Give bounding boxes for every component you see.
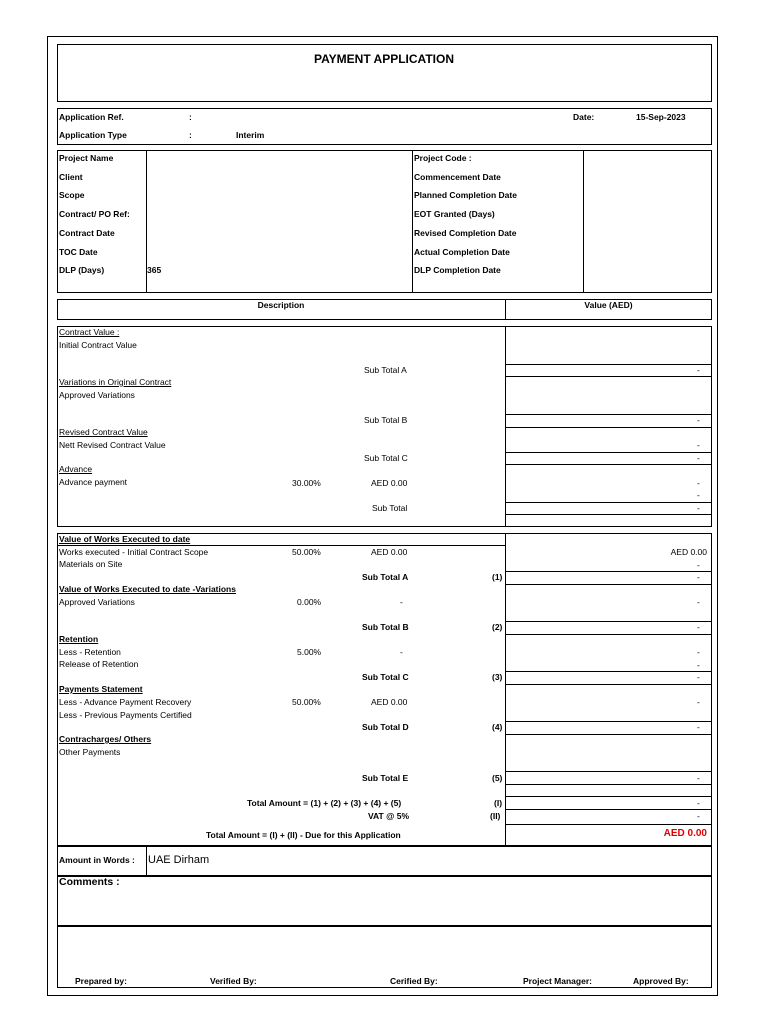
amount-words-divider: [146, 846, 147, 876]
scope-label: Scope: [59, 190, 85, 200]
section1-subtotal-label: Sub Total: [372, 503, 408, 513]
s2-subtotal-d-label: Sub Total D: [362, 722, 409, 732]
subtotal-c-label: Sub Total C: [364, 453, 408, 463]
total-amount-label: Total Amount = (1) + (2) + (3) + (4) + (5): [247, 798, 402, 808]
project-code-label: Project Code :: [414, 153, 472, 163]
line: [505, 376, 712, 377]
line: [505, 671, 712, 672]
s2-subtotal-e-value: -: [697, 773, 700, 783]
certified-by-label: Cerified By:: [390, 976, 438, 986]
verified-by-label: Verified By:: [210, 976, 257, 986]
toc-date-label: TOC Date: [59, 247, 98, 257]
materials-value: -: [697, 560, 700, 570]
project-divider-3: [583, 150, 584, 293]
contracharges-heading: Contracharges/ Others: [59, 734, 152, 744]
revised-completion-label: Revised Completion Date: [414, 228, 517, 238]
comments-label: Comments :: [59, 876, 120, 888]
variations-amount: -: [400, 597, 403, 607]
release-retention-value: -: [697, 660, 700, 670]
subtotal-b-value: -: [697, 415, 700, 425]
commencement-date-label: Commencement Date: [414, 172, 501, 182]
description-header: Description: [257, 300, 305, 310]
works-executed-label: Works executed - Initial Contract Scope: [59, 547, 209, 557]
amount-words-value: UAE Dirham: [148, 854, 210, 866]
variations-heading: Variations in Original Contract: [59, 377, 172, 387]
total-due-value: AED 0.00: [663, 828, 707, 839]
date-label: Date:: [573, 112, 595, 122]
subtotal-a-label: Sub Total A: [364, 365, 407, 375]
s2-subtotal-c-value: -: [697, 672, 700, 682]
line: [505, 796, 712, 797]
advance-recovery-pct: 50.00%: [292, 697, 321, 707]
contract-value-heading: Contract Value :: [59, 327, 120, 337]
works-amount: AED 0.00: [371, 547, 408, 557]
actual-completion-label: Actual Completion Date: [414, 247, 510, 257]
subtotal-c-value: -: [697, 453, 700, 463]
page-title: PAYMENT APPLICATION: [313, 52, 454, 66]
project-name-label: Project Name: [59, 153, 114, 163]
vat-label: VAT @ 5%: [368, 811, 410, 821]
advance-value-1: -: [697, 478, 700, 488]
application-type-label: Application Type: [59, 130, 127, 140]
works-section-divider: [505, 533, 506, 846]
variations-pct: 0.00%: [297, 597, 322, 607]
ref-2: (2): [492, 622, 503, 632]
approved-by-label: Approved By:: [633, 976, 689, 986]
line: [505, 621, 712, 622]
subtotal-b-label: Sub Total B: [364, 415, 408, 425]
signatures-box: [57, 926, 712, 988]
line: [505, 502, 712, 503]
release-retention-label: Release of Retention: [59, 659, 139, 669]
advance-heading: Advance: [59, 464, 93, 474]
ref-4: (4): [492, 722, 503, 732]
s2-subtotal-c-label: Sub Total C: [362, 672, 409, 682]
dlp-days-value: 365: [147, 265, 162, 275]
nett-revised-value: -: [697, 440, 700, 450]
ref-II: (II): [490, 811, 501, 821]
s2-approved-variations-label: Approved Variations: [59, 597, 135, 607]
application-ref-label: Application Ref.: [59, 112, 124, 122]
dlp-completion-label: DLP Completion Date: [414, 265, 501, 275]
advance-pct: 30.00%: [292, 478, 321, 488]
s2-subtotal-b-value: -: [697, 622, 700, 632]
retention-value: -: [697, 647, 700, 657]
total-due-label: Total Amount = (I) + (II) - Due for this Application: [206, 830, 401, 840]
works-pct: 50.00%: [292, 547, 321, 557]
initial-contract-value-label: Initial Contract Value: [59, 340, 137, 350]
section1-subtotal-value: -: [697, 503, 700, 513]
revised-contract-heading: Revised Contract Value: [59, 427, 148, 437]
retention-pct: 5.00%: [297, 647, 322, 657]
line: [505, 452, 712, 453]
ref-I: (I): [494, 798, 503, 808]
less-retention-label: Less - Retention: [59, 647, 121, 657]
advance-value-2: -: [697, 490, 700, 500]
project-divider-2: [412, 150, 413, 293]
prepared-by-label: Prepared by:: [75, 976, 127, 986]
application-ref-colon: :: [189, 112, 192, 122]
line: [505, 824, 712, 825]
approved-variations-label: Approved Variations: [59, 390, 135, 400]
line: [505, 364, 712, 365]
line: [505, 514, 712, 515]
dlp-days-label: DLP (Days): [59, 265, 105, 275]
s2-subtotal-b-label: Sub Total B: [362, 622, 409, 632]
line: [505, 571, 712, 572]
advance-recovery-amount: AED 0.00: [371, 697, 408, 707]
line: [505, 684, 712, 685]
client-label: Client: [59, 172, 83, 182]
line: [505, 634, 712, 635]
nett-revised-label: Nett Revised Contract Value: [59, 440, 166, 450]
application-type-value: Interim: [236, 130, 265, 140]
subtotal-a-value: -: [697, 365, 700, 375]
retention-amount: -: [400, 647, 403, 657]
line: [505, 771, 712, 772]
planned-completion-label: Planned Completion Date: [414, 190, 517, 200]
s2-subtotal-a-value: -: [697, 572, 700, 582]
advance-amount: AED 0.00: [371, 478, 408, 488]
application-type-colon: :: [189, 130, 192, 140]
ref-3: (3): [492, 672, 503, 682]
amount-words-label: Amount in Words :: [59, 855, 135, 865]
other-payments-label: Other Payments: [59, 747, 121, 757]
line: [505, 464, 712, 465]
line: [505, 721, 712, 722]
total-amount-value: -: [697, 798, 700, 808]
comments-box: [57, 876, 712, 926]
line: [505, 784, 712, 785]
vat-value: -: [697, 811, 700, 821]
value-of-works-heading: Value of Works Executed to date: [59, 534, 191, 544]
ref-5: (5): [492, 773, 503, 783]
date-value: 15-Sep-2023: [636, 112, 686, 122]
materials-label: Materials on Site: [59, 559, 123, 569]
variations-value: -: [697, 597, 700, 607]
contract-date-label: Contract Date: [59, 228, 115, 238]
less-advance-label: Less - Advance Payment Recovery: [59, 697, 192, 707]
application-header-box: [57, 108, 712, 145]
less-previous-label: Less - Previous Payments Certified: [59, 710, 192, 720]
works-value: AED 0.00: [670, 547, 707, 557]
payments-statement-heading: Payments Statement: [59, 684, 143, 694]
ref-1: (1): [492, 572, 503, 582]
advance-recovery-value: -: [697, 697, 700, 707]
s2-subtotal-e-label: Sub Total E: [362, 773, 409, 783]
line: [505, 584, 712, 585]
line: [505, 734, 712, 735]
s2-subtotal-d-value: -: [697, 722, 700, 732]
project-manager-label: Project Manager:: [523, 976, 592, 986]
eot-granted-label: EOT Granted (Days): [414, 209, 495, 219]
s2-subtotal-a-label: Sub Total A: [362, 572, 409, 582]
value-of-works-variations-heading: Value of Works Executed to date -Variations: [59, 584, 236, 594]
advance-payment-label: Advance payment: [59, 477, 128, 487]
line: [57, 545, 505, 546]
line: [505, 809, 712, 810]
line: [505, 427, 712, 428]
retention-heading: Retention: [59, 634, 99, 644]
value-header: Value (AED): [584, 300, 633, 310]
line: [505, 414, 712, 415]
contract-po-label: Contract/ PO Ref:: [59, 209, 130, 219]
